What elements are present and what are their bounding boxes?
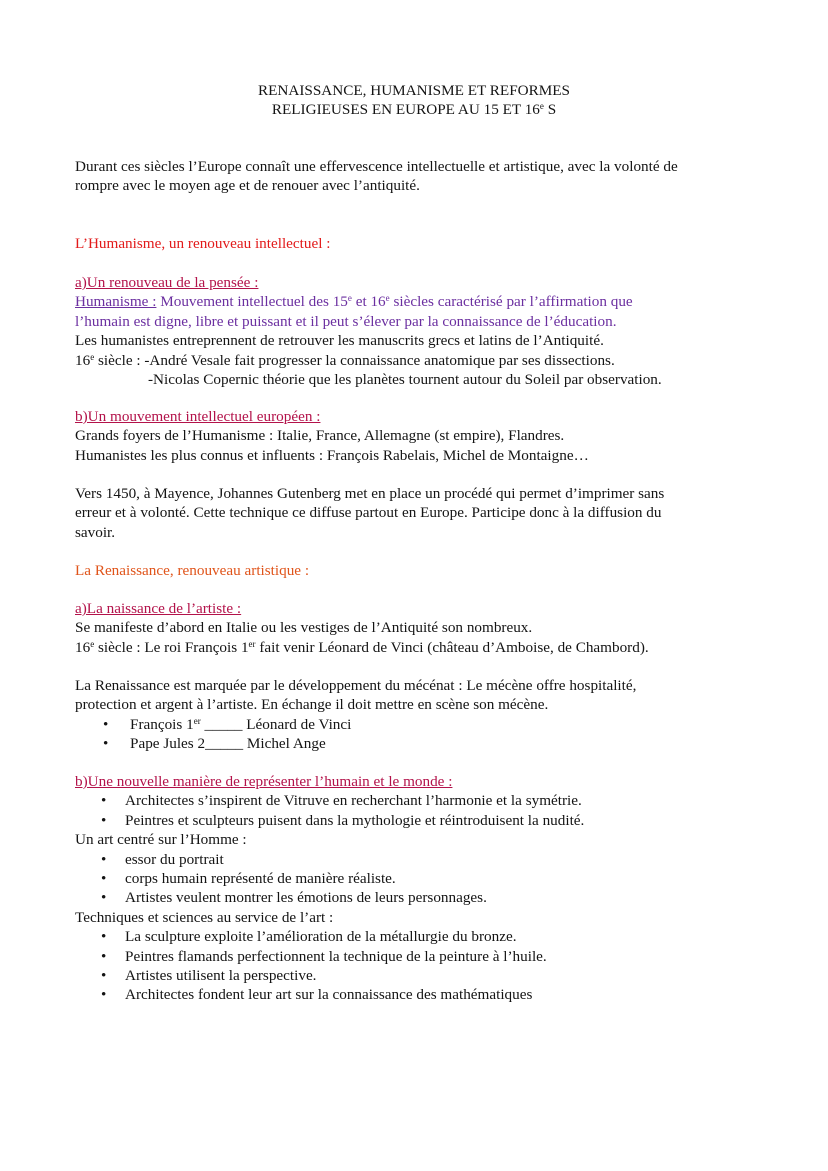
subheading-renouveau-pensee: a)Un renouveau de la pensée :	[75, 274, 259, 291]
list-item: • corps humain représenté de manière réaliste.	[101, 870, 396, 888]
humanisme-pensee-block	[75, 273, 755, 389]
gutenberg-paragraph: Vers 1450, à Mayence, Johannes Gutenberg met en place un procédé qui permet d’imprimer sans erreur et à volonté. Cette technique ce diffuse partout en Europe. Participe donc à la diffusion du savoir.	[75, 485, 665, 541]
list-item: • La sculpture exploite l’amélioration de la métallurgie du bronze.	[101, 928, 517, 946]
mecenat-line-1: La Renaissance est marquée par le développement du mécénat : Le mécène offre hospitalité,	[75, 677, 637, 694]
list-item: • Artistes utilisent la perspective.	[101, 967, 317, 985]
definition-humanisme: Humanisme : Mouvement intellectuel des 15e et 16e siècles caractérisé par l’affirmation que	[75, 293, 633, 311]
definition-humanisme-line2: l’humain est digne, libre et puissant et il peut s’élever par la connaissance de l’éducation.	[75, 312, 617, 330]
list-item: • essor du portrait	[101, 850, 224, 868]
techniques-heading: Techniques et sciences au service de l’art :	[75, 908, 334, 926]
list-item: • Architectes fondent leur art sur la connaissance des mathématiques	[101, 986, 533, 1004]
title-line-1: RENAISSANCE, HUMANISME ET REFORMES	[258, 82, 570, 99]
list-item: • Pape Jules 2_____ Michel Ange	[103, 735, 326, 753]
list-item: • Peintres flamands perfectionnent la technique de la peinture à l’huile.	[101, 947, 547, 965]
subheading-nouvelle-maniere: b)Une nouvelle manière de représenter l’humain et le monde :	[75, 773, 453, 790]
list-item: • Peintres et sculpteurs puisent dans la mythologie et réintroduisent la nudité.	[101, 811, 585, 829]
page-title	[0, 81, 828, 119]
subheading-mouvement-europeen: b)Un mouvement intellectuel européen :	[75, 408, 321, 425]
mecenat-line-2: protection et argent à l’artiste. En échange il doit mettre en scène son mécène.	[75, 696, 549, 714]
copernic-line: -Nicolas Copernic théorie que les planètes tournent autour du Soleil par observation.	[148, 371, 662, 389]
foyers-line: Grands foyers de l’Humanisme : Italie, France, Allemagne (st empire), Flandres.	[75, 427, 565, 445]
humanisme-europeen-block	[75, 407, 755, 465]
list-item: • Architectes s’inspirent de Vitruve en recherchant l’harmonie et la symétrie.	[101, 792, 582, 810]
mecenat-block	[75, 676, 755, 754]
manuscrits-line: Les humanistes entreprennent de retrouver les manuscrits grecs et latins de l’Antiquité.	[75, 332, 604, 350]
humanistes-line: Humanistes les plus connus et influents : François Rabelais, Michel de Montaigne…	[75, 446, 589, 464]
naissance-artiste-block	[75, 599, 755, 657]
homme-heading: Un art centré sur l’Homme :	[75, 831, 247, 849]
vesale-line: 16e siècle : -André Vesale fait progresser la connaissance anatomique par ses dissections.	[75, 351, 615, 369]
italie-line: Se manifeste d’abord en Italie ou les vestiges de l’Antiquité son nombreux.	[75, 619, 533, 637]
intro-paragraph: Durant ces siècles l’Europe connaît une effervescence intellectuelle et artistique, avec la volonté de rompre avec le moyen age et de renouer avec l’antiquité.	[75, 158, 678, 195]
section-heading-humanisme: L’Humanisme, un renouveau intellectuel :	[75, 235, 331, 252]
list-item: • Artistes veulent montrer les émotions de leurs personnages.	[101, 889, 487, 907]
representation-block	[75, 772, 755, 1005]
subheading-naissance-artiste: a)La naissance de l’artiste :	[75, 600, 242, 617]
title-line-2: RELIGIEUSES EN EUROPE AU 15 ET 16e S	[271, 101, 557, 118]
list-item: • François 1er _____ Léonard de Vinci	[103, 715, 352, 733]
francois-vinci-line: 16e siècle : Le roi François 1er fait venir Léonard de Vinci (château d’Amboise, de Chambord).	[75, 638, 649, 656]
section-heading-renaissance: La Renaissance, renouveau artistique :	[75, 562, 310, 579]
